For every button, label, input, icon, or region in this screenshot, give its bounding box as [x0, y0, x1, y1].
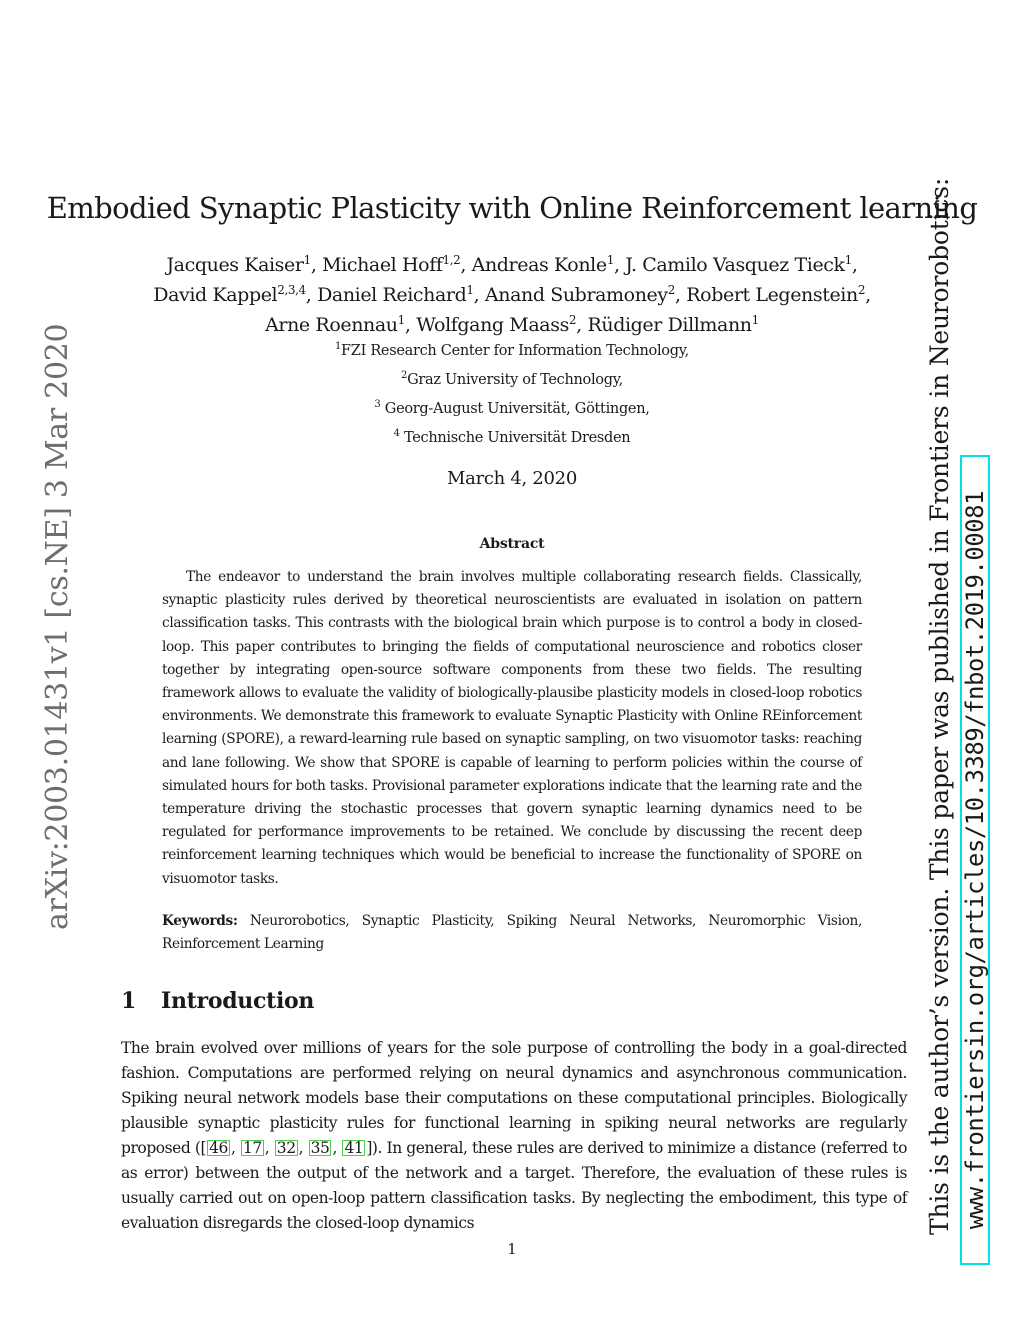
author-line-1 [100, 250, 924, 280]
affiliation-text: Georg-August Universität, Göttingen, [380, 401, 650, 417]
author-name: J. Camilo Vasquez Tieck [625, 254, 845, 276]
author-sep: , [310, 254, 323, 276]
citation-link[interactable]: 41 [344, 1139, 364, 1157]
author-name: Andreas Konle [471, 254, 607, 276]
author-name: Wolfgang Maass [416, 314, 569, 336]
introduction-paragraph: The brain evolved over millions of years for the sole purpose of controlling the body in a goal-directed fashion. Computations are performed relying on neural dynamics and asynchronous communication. Spiking neural network models base their computations on these computational principles. Biologically plausible synaptic plasticity rules for functional learning in spiking neural networks are regularly proposed ([ 46 , 17 , 32 , 35 , 41 ]). In general, these rules are derived to minimize a distance (referred to as error) between the output of the network and a target. Therefore, the evaluation of these rules is usually carried out on open-loop pattern classification tasks. By neglecting the embodiment, this type of evaluation disregards the closed-loop dynamics [121, 1039, 907, 1232]
citation-link[interactable]: 17 [242, 1139, 262, 1157]
author-list [100, 250, 924, 340]
author-affil-sup: 1 [606, 253, 614, 267]
author-line-2 [100, 280, 924, 310]
citation-link[interactable]: 32 [276, 1139, 296, 1157]
author-name: Arne Roennau [265, 314, 398, 336]
abstract-heading: Abstract [479, 536, 545, 552]
citation-link[interactable]: 35 [310, 1139, 330, 1157]
author-affil-sup: 1 [303, 253, 311, 267]
author-affil-sup: 1 [466, 283, 474, 297]
arxiv-identifier: arXiv:2003.01431v1 [cs.NE] 3 Mar 2020 [40, 323, 75, 930]
publication-url-link[interactable]: www.frontiersin.org/articles/10.3389/fnbot.2019.00081 [960, 455, 990, 1265]
author-sep: , [674, 284, 687, 306]
affiliation-sup: 2 [401, 370, 408, 381]
keywords-label: Keywords: [162, 913, 238, 929]
author-sep: , [865, 284, 871, 306]
author-sep: , [305, 284, 318, 306]
paper-title: Embodied Synaptic Plasticity with Online Reinforcement learning [46, 191, 978, 225]
author-affil-sup: 1,2 [442, 253, 461, 267]
section-number: 1 [121, 988, 137, 1014]
keywords [162, 910, 862, 956]
page-number: 1 [507, 1240, 517, 1258]
affiliation-text: Graz University of Technology, [407, 372, 623, 388]
author-affil-sup: 1 [397, 313, 405, 327]
author-sep: , [576, 314, 588, 336]
author-affil-sup: 2 [667, 283, 675, 297]
section-heading [121, 988, 314, 1014]
affiliation-text: Technische Universität Dresden [399, 430, 631, 446]
author-name: Jacques Kaiser [166, 254, 304, 276]
body-text: ]). In general, these rules are derived to minimize a distance (referred to as error) between the output of the network and a target. Therefore, the evaluation of these rules is usually carried out on open-loop pattern classification tasks. By neglecting the embodiment, this type of evaluation disregards the closed-loop dynamics [121, 1139, 907, 1232]
author-affil-sup: 1 [844, 253, 852, 267]
affiliation-text: FZI Research Center for Information Technology, [341, 343, 689, 359]
author-name: Rüdiger Dillmann [587, 314, 752, 336]
author-line-3 [100, 310, 924, 340]
affiliation-3 [0, 401, 1024, 417]
publication-notice: This is the author’s version. This paper was published in Frontiers in Neurorobotics: [925, 177, 954, 1235]
affiliation-4 [0, 430, 1024, 446]
keywords-text: Neurorobotics, Synaptic Plasticity, Spiking Neural Networks, Neuromorphic Vision, Reinforcement Learning [162, 913, 862, 952]
affiliation-sup: 4 [393, 428, 400, 439]
affiliation-sup: 1 [334, 341, 342, 352]
author-name: Daniel Reichard [317, 284, 467, 306]
author-affil-sup: 1 [751, 313, 759, 327]
affiliation-2 [0, 372, 1024, 388]
author-affil-sup: 2 [568, 313, 577, 327]
author-affil-sup: 2 [857, 283, 866, 297]
author-sep: , [404, 314, 417, 336]
author-name: Robert Legenstein [686, 284, 858, 306]
affiliation-sup: 3 [374, 399, 381, 410]
author-name: Anand Subramoney [484, 284, 668, 306]
author-affil-sup: 2,3,4 [277, 283, 306, 297]
affiliation-1 [0, 343, 1024, 359]
publication-date: March 4, 2020 [447, 468, 577, 489]
author-name: David Kappel [153, 284, 278, 306]
author-sep: , [473, 284, 485, 306]
author-name: Michael Hoff [322, 254, 443, 276]
author-sep: , [613, 254, 626, 276]
author-sep: , [460, 254, 472, 276]
citation-link[interactable]: 46 [209, 1139, 228, 1157]
section-title: Introduction [161, 988, 315, 1014]
abstract-text: The endeavor to understand the brain involves multiple collaborating research fields. Classically, synaptic plasticity rules derived by theoretical neuroscientists are evaluated in isolation on pattern classification tasks. This contrasts with the biological brain which purpose is to control a body in closed-loop. This paper contributes to bringing the fields of computational neuroscience and robotics closer together by integrating open-source software components from these two fields. The resulting framework allows to evaluate the validity of biologically-plausibe plasticity models in closed-loop robotics environments. We demonstrate this framework to evaluate Synaptic Plasticity with Online REinforcement learning (SPORE), a reward-learning rule based on synaptic sampling, on two visuomotor tasks: reaching and lane following. We show that SPORE is capable of learning to perform policies within the course of simulated hours for both tasks. Provisional parameter explorations indicate that the learning rate and the temperature driving the stochastic processes that govern synaptic learning dynamics need to be regulated for performance improvements to be retained. We conclude by discussing the recent deep reinforcement learning techniques which would be beneficial to increase the functionality of SPORE on visuomotor tasks. [162, 569, 862, 887]
author-sep: , [851, 254, 858, 276]
body-text: The brain evolved over millions of years for the sole purpose of controlling the body in a goal-directed fashion. Computations are performed relying on neural dynamics and asynchronous communication. Spiking neural network models base their computations on these computational principles. Biologically plausible synaptic plasticity rules for functional learning in spiking neural networks are regularly proposed ([ [121, 1039, 907, 1157]
